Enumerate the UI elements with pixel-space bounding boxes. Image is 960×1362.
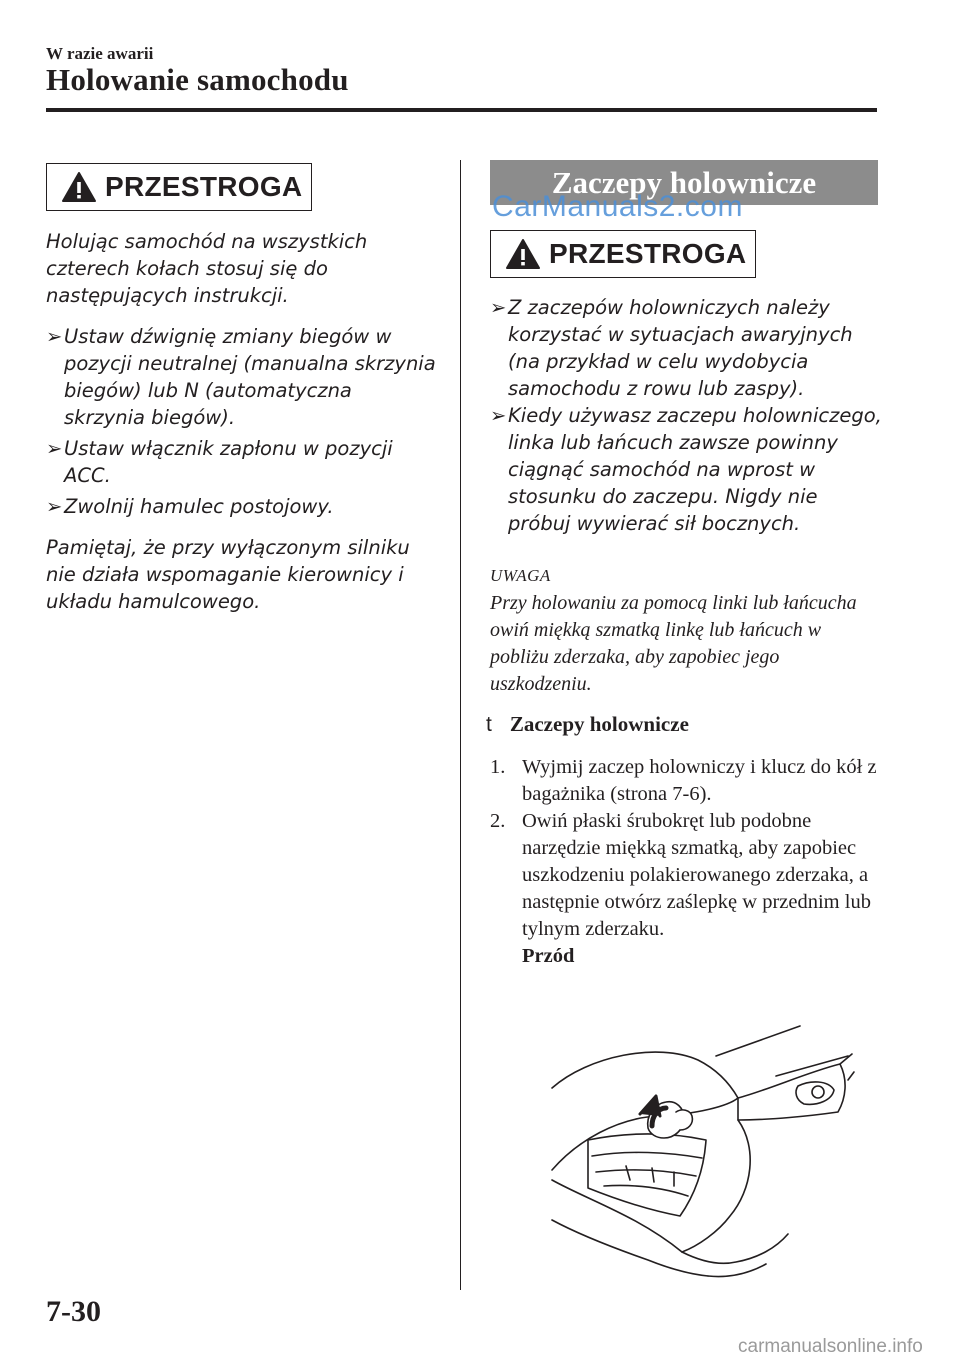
caution-outro: Pamiętaj, że przy wyłączonym silniku nie działa wspomaganie kierownicy i układu hamulcowego. bbox=[46, 536, 410, 613]
list-item: ➢ Zwolnij hamulec postojowy. bbox=[46, 495, 334, 518]
warning-icon bbox=[61, 171, 97, 203]
footer-watermark: carmanualsonline.info bbox=[738, 1336, 923, 1357]
list-item: ➢ Z zaczepów holowniczych należy korzystać w sytuacjach awaryjnych (na przykład w celu wydobycia samochodu z rowu lub zaspy). bbox=[490, 296, 853, 400]
warning-icon bbox=[505, 238, 541, 270]
page-title: Holowanie samochodu bbox=[46, 62, 349, 97]
step-item bbox=[490, 754, 880, 808]
steps-list bbox=[490, 754, 880, 970]
arrow-bullet-icon: ➢ bbox=[46, 325, 63, 348]
watermark: CarManuals2.com bbox=[492, 190, 743, 223]
step-sublabel: Przód bbox=[522, 945, 575, 967]
step-item bbox=[490, 808, 880, 943]
arrow-bullet-icon: ➢ bbox=[490, 296, 507, 319]
list-item: ➢ Ustaw dźwignię zmiany biegów w pozycji neutralnej (manualna skrzynia biegów) lub N (automatyczna skrzynia biegów). bbox=[46, 325, 436, 429]
step-number: 1. bbox=[490, 756, 506, 778]
right-caution-body bbox=[490, 294, 882, 537]
step-text: Wyjmij zaczep holowniczy i klucz do kół z bagażnika (strona 7-6). bbox=[522, 756, 877, 805]
title-divider bbox=[46, 108, 877, 112]
subsection-title: Zaczepy holownicze bbox=[509, 712, 689, 736]
arrow-bullet-icon: ➢ bbox=[46, 495, 63, 518]
arrow-bullet-icon: ➢ bbox=[46, 437, 63, 460]
note-label: UWAGA bbox=[490, 566, 551, 585]
list-item: ➢ Ustaw włącznik zapłonu w pozycji ACC. bbox=[46, 437, 393, 487]
step-text: Owiń płaski śrubokręt lub podobne narzędzie miękką szmatką, aby zapobiec uszkodzeniu polakierowanego zderzaka, a następnie otwórz zaślepkę w przednim lub tylnym zderzaku. bbox=[522, 810, 871, 940]
page-number: 7-30 bbox=[46, 1295, 101, 1328]
caution-box-left bbox=[46, 163, 312, 211]
arrow-bullet-icon: ➢ bbox=[490, 404, 507, 427]
list-item: ➢ Kiedy używasz zaczepu holowniczego, linka lub łańcuch zawsze powinny ciągnąć samochód na wprost w stosunku do zaczepu. Nigdy nie próbuj wywierać sił bocznych. bbox=[490, 404, 882, 535]
left-caution-body bbox=[46, 228, 436, 615]
caution-label: PRZESTROGA bbox=[549, 238, 747, 269]
column-divider bbox=[460, 160, 461, 1290]
note-text: Przy holowaniu za pomocą linki lub łańcucha owiń miękką szmatką linkę lub łańcuch w pobliżu zderzaka, aby zapobiec jego uszkodzeniu. bbox=[490, 592, 857, 695]
caution-box-right bbox=[490, 230, 756, 278]
breadcrumb: W razie awarii bbox=[46, 44, 154, 63]
section-title: Zaczepy holownicze bbox=[490, 160, 878, 205]
step-number: 2. bbox=[490, 810, 506, 832]
caution-intro: Holując samochód na wszystkich czterech kołach stosuj się do następujących instrukcji. bbox=[46, 230, 368, 307]
caution-label: PRZESTROGA bbox=[105, 171, 303, 202]
subsection-heading bbox=[486, 712, 689, 737]
section-marker-icon: t bbox=[486, 713, 492, 736]
front-bumper-illustration bbox=[548, 1020, 858, 1290]
